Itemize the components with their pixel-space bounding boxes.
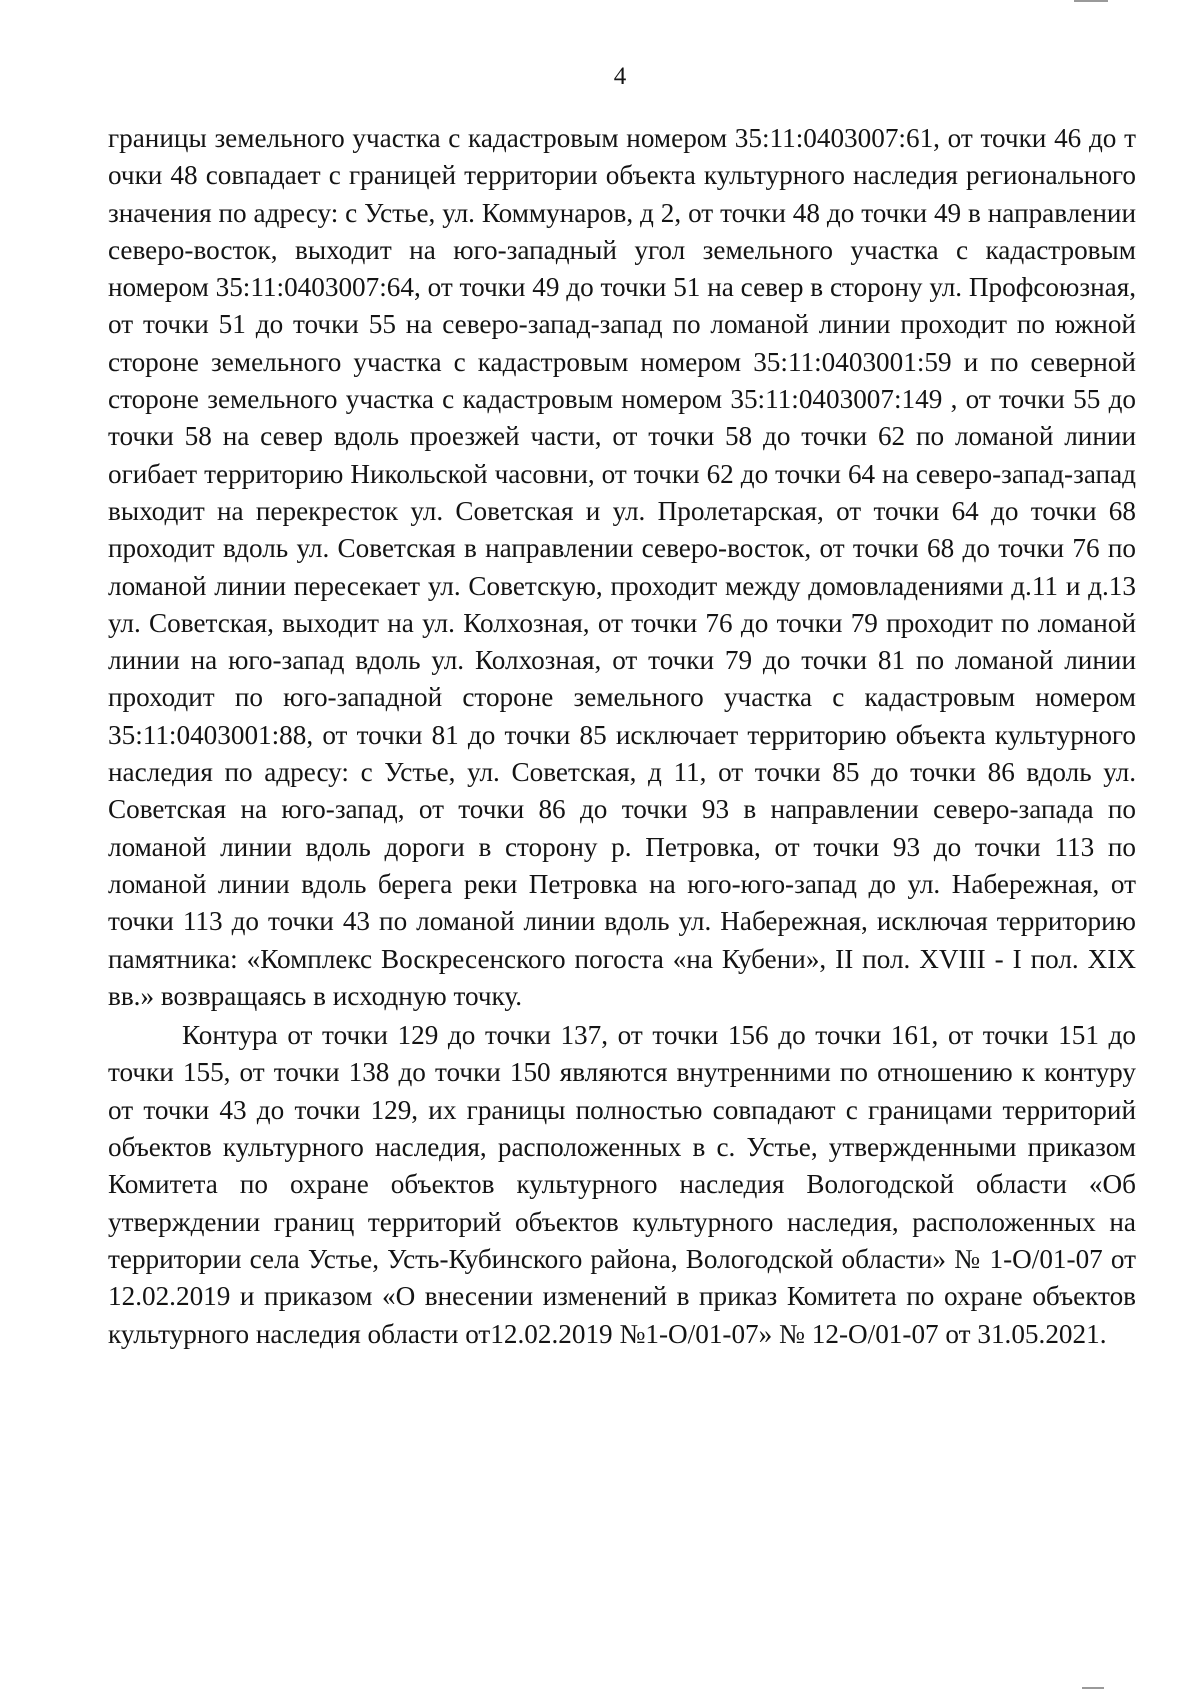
page-number: 4 [613, 63, 627, 90]
document-body [108, 120, 1136, 1353]
scan-artifact [1074, 0, 1108, 2]
paragraph-boundary-description: границы земельного участка с кадастровым номером 35:11:0403007:61, от точки 46 до т очки 48 совпадает с границей территории объекта культурного наследия регионального значения по адресу: с Устье, ул. Коммунаров, д 2, от точки 48 до точки 49 в направлении северо-восток, выходит на юго-западный угол земельного участка с кадастровым номером 35:11:0403007:64, от точки 49 до точки 51 на север в сторону ул. Профсоюзная, от точки 51 до точки 55 на северо-запад-запад по ломаной линии проходит по южной стороне земельного участка с кадастровым номером 35:11:0403001:59 и по северной стороне земельного участка с кадастровым номером 35:11:0403007:149 , от точки 55 до точки 58 на север вдоль проезжей части, от точки 58 до точки 62 по ломаной линии огибает территорию Никольской часовни, от точки 62 до точки 64 на северо-запад-запад выходит на перекресток ул. Советская и ул. Пролетарская, от точки 64 до точки 68 проходит вдоль ул. Советская в направлении северо-восток, от точки 68 до точки 76 по ломаной линии пересекает ул. Советскую, проходит между домовладениями д.11 и д.13 ул. Советская, выходит на ул. Колхозная, от точки 76 до точки 79 проходит по ломаной линии на юго-запад вдоль ул. Колхозная, от точки 79 до точки 81 по ломаной линии проходит по юго-западной стороне земельного участка с кадастровым номером 35:11:0403001:88, от точки 81 до точки 85 исключает территорию объекта культурного наследия по адресу: с Устье, ул. Советская, д 11, от точки 85 до точки 86 вдоль ул. Советская на юго-запад, от точки 86 до точки 93 в направлении северо-запада по ломаной линии вдоль дороги в сторону р. Петровка, от точки 93 до точки 113 по ломаной линии вдоль берега реки Петровка на юго-юго-запад до ул. Набережная, от точки 113 до точки 43 по ломаной линии вдоль ул. Набережная, исключая территорию памятника: «Комплекс Воскресенского погоста «на Кубени», II пол. XVIII - I пол. XIX вв.» возвращаясь в исходную точку. [108, 123, 1136, 1011]
scan-artifact [1082, 1687, 1104, 1689]
paragraph-internal-contours: Контура от точки 129 до точки 137, от точки 156 до точки 161, от точки 151 до точки 155, от точки 138 до точки 150 являются внутренними по отношению к контуру от точки 43 до точки 129, их границы полностью совпадают с границами территорий объектов культурного наследия, расположенных в с. Устье, утвержденными приказом Комитета по охране объектов культурного наследия Вологодской области «Об утверждении границ территорий объектов культурного наследия, расположенных на территории села Устье, Усть-Кубинского района, Вологодской области» № 1-О/01-07 от 12.02.2019 и приказом «О внесении изменений в приказ Комитета по охране объектов культурного наследия области от12.02.2019 №1-О/01-07» № 12-О/01-07 от 31.05.2021. [108, 1020, 1136, 1349]
